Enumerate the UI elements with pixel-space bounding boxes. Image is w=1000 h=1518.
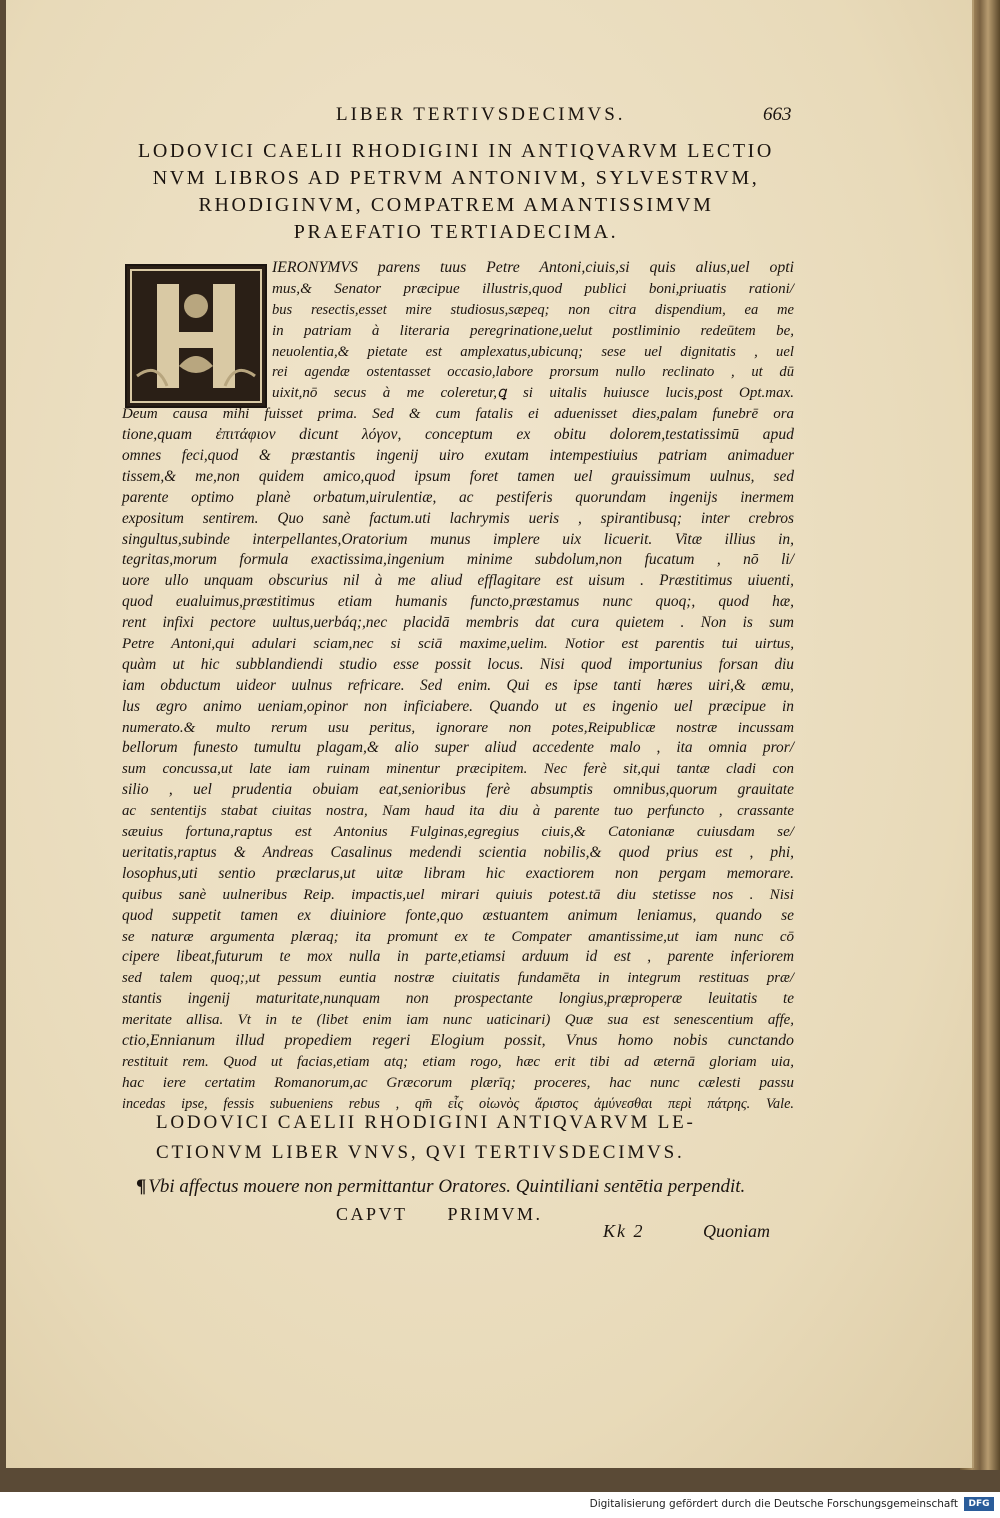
text-line: neuolentia,& pietate est amplexatus,ubicunq; sese uel dignitatis , uel <box>272 343 794 360</box>
heading-line: RHODIGINVM, COMPATREM AMANTISSIMVM <box>198 194 714 216</box>
signature-mark: Kk 2 <box>603 1221 645 1241</box>
text-line: iam obductum uideor uulnus refricare. Sed enim. Qui es ipse tanti hæres uiri,& æmu, <box>122 676 794 694</box>
book-page <box>6 0 974 1468</box>
text-line: quod suppetit tamen ex diuiniore fonte,quo æstuantem animum leniamus, quando se <box>122 906 794 924</box>
text-line: tione,quam ἐπιτάφιον dicunt λόγον, conceptum ex obitu dolorem,testatissimū apud <box>122 426 794 444</box>
text-line: quod eualuimus,præstitimus etiam humanis functo,præstamus nunc quoq;, quod hæ, <box>122 593 794 611</box>
text-line: IERONYMVS parens tuus Petre Antoni,ciuis,si quis alius,uel opti <box>272 259 794 276</box>
text-line: rent infixi pectore uultus,uerbáq;,nec placidā membris dat cura quietem . Non is sum <box>122 614 794 632</box>
text-line: uixit,nō secus à me coleretur,ꝗ si uitalis huiusce lucis,post Opt.max. <box>272 385 794 402</box>
preface-heading <box>106 138 806 246</box>
running-title: LIBER TERTIVSDECIMVS. <box>336 104 626 125</box>
text-line: in patriam à literaria peregrinatione,uelut postliminio redeūtem be, <box>272 322 794 339</box>
text-line: singultus,subinde interpellantes,Oratorium munus implere uix licuerit. Vitæ illius in, <box>122 530 794 548</box>
text-line: mus,& Senator præcipue illustris,quod publici boni,priuatis rationi/ <box>272 280 794 297</box>
text-line: meritate allisa. Vt in te (libet enim iam nunc uaticinari) Quæ sua est senescentium affe, <box>122 1012 794 1029</box>
text-line: ctio,Ennianum illud propediem regeri Elogium possit, Vnus homo nobis cunctando <box>122 1031 794 1049</box>
text-line: sed talem quoq;,ut pessum euntia nostræ ciuitatis fundamēta in integrum restituas præ/ <box>122 970 794 987</box>
text-line: restituit rem. Quod ut facias,etiam atq; etiam rogo, hæc erit tibi ad æternā gloriam uia, <box>122 1053 794 1070</box>
chapter-rubric <box>136 1176 745 1198</box>
text-line: Petre Antoni,qui adulari sciam,nec si sciā maxime,uelim. Notior est parentis tui uirtus, <box>122 636 794 653</box>
text-line: quàm ut hic subblandiendi studio esse possit locus. Nisi quod importunius forsan diu <box>122 655 794 673</box>
rubric-text: Vbi affectus mouere non permittantur Oratores. Quintiliani sentētia perpendit. <box>148 1176 746 1197</box>
text-line: ac sententijs stabat ciuitas nostra, Nam haud ita diu à parente tuo perfuncto , crassante <box>122 803 794 820</box>
chapter-title-word: PRIMVM. <box>447 1204 543 1224</box>
footer-credit: Digitalisierung gefördert durch die Deutsche Forschungsgemeinschaft <box>589 1498 958 1510</box>
text-line: lus ægro animo ueniam,opinor non inficiabere. Quando ut es ingenio uel præcipue in <box>122 697 794 715</box>
text-line: cipere libeat,futurum te mox nulla in parte,etiamsi arduum id est , parente inferiorem <box>122 948 794 966</box>
pilcrow-icon: ¶ <box>136 1176 147 1197</box>
text-line: sum concussa,ut late iam ruinam minentur præcipitem. Nec ferè sit,qui tantæ cladi con <box>122 761 794 778</box>
text-line: incedas ipse, fessis subueniens rebus , qm̄ εἷς οἰωνὸς ἄριστος ἀμύνεσθαι περὶ πάτρης. Vale. <box>122 1095 794 1112</box>
text-line: tissem,& me,non quidem amico,quod ipsum foret tamen uel grauissimum uulnus, sed <box>122 467 794 485</box>
heading-line: LODOVICI CAELII RHODIGINI IN ANTIQVARVM LECTIO <box>138 140 774 162</box>
text-line: parente optimo planè orbatum,uirulentiæ, ac pestiferis quorundam ingenijs inermem <box>122 488 794 506</box>
text-line: silio , uel prudentia obuiam eat,senioribus ferè absumptis omnibus,quorum grauitate <box>122 781 794 799</box>
chapter-title <box>336 1204 543 1225</box>
text-line: losophus,uti sentio præclarus,ut uitæ libram hic exactiorem non pergam memorare. <box>122 864 794 882</box>
text-line: stantis ingenij maturitate,nunquam non prospectante longius,præproperæ leuitatis te <box>122 990 794 1008</box>
text-line: numerato.& multo rerum usu peritus, ignorare non potes,Reipublicæ nostræ incussam <box>122 719 794 736</box>
chapter-title-word: CAPVT <box>336 1204 408 1224</box>
text-line: sæuius fortuna,raptus est Antonius Fulginas,egregius ciuis,& Catonianæ cuiusdam se/ <box>122 824 794 841</box>
preface-body <box>122 258 794 1115</box>
text-line: se naturæ argumenta plæraq; ita promunt ex te Compater amantissime,ut iam nunc cō <box>122 928 794 945</box>
dfg-logo: DFG <box>964 1497 994 1511</box>
text-line: omnes feci,quod & præstantis ingenij uiro exutam intempestiuius patriam animaduer <box>122 447 794 465</box>
text-line: tegritas,morum formula exactissima,ingenium minime subdolum,non fucatum , nō li/ <box>122 551 794 569</box>
catchword: Quoniam <box>703 1221 770 1241</box>
folio-number: 663 <box>763 104 792 125</box>
text-line: ueritatis,raptus & Andreas Casalinus medendi scientia nobilis,& quod prius est , phi, <box>122 843 794 861</box>
text-line: rei agendæ ostentasset occasio,labore prorsum nullo reclinato , ut dū <box>272 364 794 381</box>
text-line: bellorum funesto tumultu plagam,& alio super aliud accedente malo , ita omnia pror/ <box>122 739 794 757</box>
heading-line: NVM LIBROS AD PETRVM ANTONIVM, SYLVESTRVM, <box>152 167 760 189</box>
heading-line: PRAEFATIO TERTIADECIMA. <box>293 221 619 243</box>
text-line: uore ullo unquam obscurius nil à me aliud efflagitare est uisum . Præstitimus uiuenti, <box>122 572 794 590</box>
running-head <box>6 104 972 134</box>
book-heading <box>156 1108 796 1168</box>
text-line: Deum causa mihi fuisset prima. Sed & cum fatalis ei aduenisset dies,palam funebrē ora <box>122 406 794 423</box>
text-line: hac iere certatim Romanorum,ac Græcorum plærīq; proceres, hac nunc cælesti passu <box>122 1073 794 1091</box>
text-line: quibus sanè uulneribus Reip. impactis,uel mirari quiuis potest.tā diu stetisse nos . Nisi <box>122 886 794 903</box>
digitization-footer <box>0 1492 1000 1518</box>
text-line: expositum sentirem. Quo sanè factum.uti lachrymis ueris , spirantibusq; inter crebros <box>122 509 794 527</box>
text-line: bus resectis,esset mire studiosus,sæpeq; non citra dispendium, ea me <box>272 301 794 318</box>
book-heading-line: LODOVICI CAELII RHODIGINI ANTIQVARVM LE- <box>156 1112 696 1133</box>
book-heading-line: CTIONVM LIBER VNVS, QVI TERTIVSDECIMVS. <box>156 1142 685 1163</box>
